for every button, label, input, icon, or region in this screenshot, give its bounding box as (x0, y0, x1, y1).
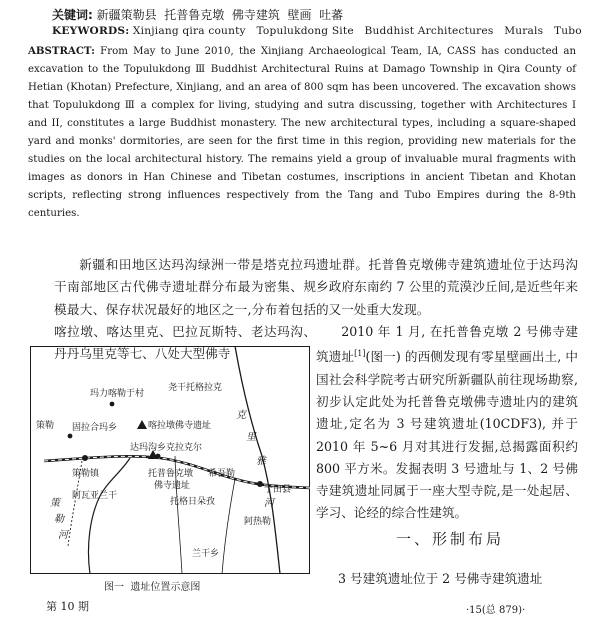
keywords-cn (52, 6, 343, 23)
map-label-tuogeri: 托格日朵孜 (170, 497, 216, 507)
abstract (28, 42, 576, 223)
abstract-label: ABSTRACT: (28, 45, 95, 57)
map-label-yutian: 于田县 (264, 485, 292, 495)
map-label-celezhen: 策勒镇 (72, 469, 100, 479)
yutian-road (222, 479, 235, 574)
map-label-lanqian: 兰干乡 (192, 549, 220, 559)
site-location-map (30, 346, 310, 574)
map-label-ahe: 阿热勒 (244, 517, 272, 527)
map-label-river-le: 勒 (54, 514, 64, 525)
marker-yutian (257, 481, 263, 487)
triangle-kaladun (137, 420, 147, 429)
keywords-en (52, 25, 582, 37)
keywords-cn-terms: 新疆策勒县 托普鲁克墩 佛寺建筑 壁画 吐蕃 (96, 8, 344, 22)
section-first-line: 3 号建筑遗址位于 2 号佛寺建筑遗址 (338, 571, 543, 586)
marker-gula (68, 434, 73, 439)
map-label-tuopu-1: 托普鲁克墩 (148, 469, 194, 479)
para2-part-a: 2010 年 1 月, 在托普鲁克墩 2 号佛寺建筑遗址 (316, 323, 578, 365)
map-label-damagou: 达玛沟乡克拉克尔 (130, 443, 203, 453)
footer-issue: 第 10 期 (46, 600, 89, 613)
map-label-cele: 策勒 (36, 421, 55, 431)
map-label-yaogan: 尧干托格拉克 (168, 383, 223, 393)
body-right-paragraph-2 (316, 321, 578, 525)
map-label-river-ke: 克 (236, 410, 246, 421)
map-label-tuopu-2: 佛寺遗址 (154, 481, 191, 491)
keywords-en-terms: Xinjiang qira county Topulukdong Site Buddhist Architectures Murals Tubo (132, 25, 582, 37)
para2-part-b: (图一) 的西侧发现有零星壁画出土, 中国社会科学院考古研究所新疆队前往现场勘察,初步认定此处为托普鲁克墩佛寺遗址内的建筑遗址,定名为 3 号建筑遗址(10CDF3), 并于 2010 年 5~6 月对其进行发掘,总揭露面积约 800 平方米。发掘表明 3 号遗址与 1、2 号佛寺建筑遗址同属于一座大型寺院,是一处起居、学习、论经的综合性建筑。 (316, 349, 579, 521)
marker-mali (110, 402, 115, 407)
body-right-column (316, 254, 578, 525)
marker-celezhen (82, 455, 88, 461)
map-label-river-ce: 策 (50, 498, 60, 509)
citation-ref: [1] (354, 349, 366, 359)
map-label-river-he: 河 (264, 498, 274, 509)
abstract-text: From May to June 2010, the Xinjiang Archaeological Team, IA, CASS has conducted an excavation to the Topulukdong Ⅲ Buddhist Architectural Ruins at Damago Township in Qira County of Hetian (Khotan) Prefecture, Xinjiang, and an area of 800 sqm has been uncovered. The excavation shows that Topulukdong Ⅲ a complex for living, studying and sutra discussing, together with Architectures I and II, constitutes a large Buddhist monastery. The new architectural types, including a square-shaped yard and monks' dormitories, are seen for the first time in this region, providing new materials for the studies on the local architectural history. The remains yield a group of invaluable mural fragments with images as donors in Han Chinese and Tibetan costumes, inscriptions in ancient Tibetan and Khotan scripts, reflecting strong influences respectively from the Tang and Tubo Empires during the 8-9th centuries. (28, 46, 576, 219)
map-label-river-he2: 河 (58, 530, 68, 541)
map-label-xiwu: 希吾勒 (208, 469, 236, 479)
keywords-en-label: KEYWORDS: (52, 25, 130, 37)
footer-page: ·15(总 879)· (466, 605, 526, 616)
map-label-kaladun: 喀拉墩佛寺遗址 (148, 421, 212, 431)
map-label-river-ya: 雅 (256, 456, 266, 467)
map-label-mali: 玛力喀勒于村 (90, 389, 145, 399)
body-right-paragraph-1: 遗址群。托普鲁克墩佛寺建筑遗址位于达玛沟乡政府东南约 7 公里的荒漠沙丘间,是近些年来的又一处重大发现。 (316, 257, 578, 317)
body-left-paragraph: 新疆和田地区达玛沟绿洲一带是塔克拉玛干南部地区古代佛寺遗址群分布最为密集、规模最大、保存状况最好的地区之一,分布着包括喀拉墩、喀达里克、巴拉瓦斯特、老达玛沟、丹丹乌里克等七、八处大型佛寺 (54, 257, 316, 362)
keywords-cn-label: 关键词: (52, 8, 93, 22)
map-label-gula: 固拉合玛乡 (72, 423, 118, 433)
map-caption: 图一 遗址位置示意图 (104, 582, 201, 593)
map-label-awa: 阿瓦亚兰干 (72, 491, 118, 501)
section-heading: 一、形制布局 (396, 530, 505, 548)
map-label-river-li: 里 (246, 432, 256, 443)
